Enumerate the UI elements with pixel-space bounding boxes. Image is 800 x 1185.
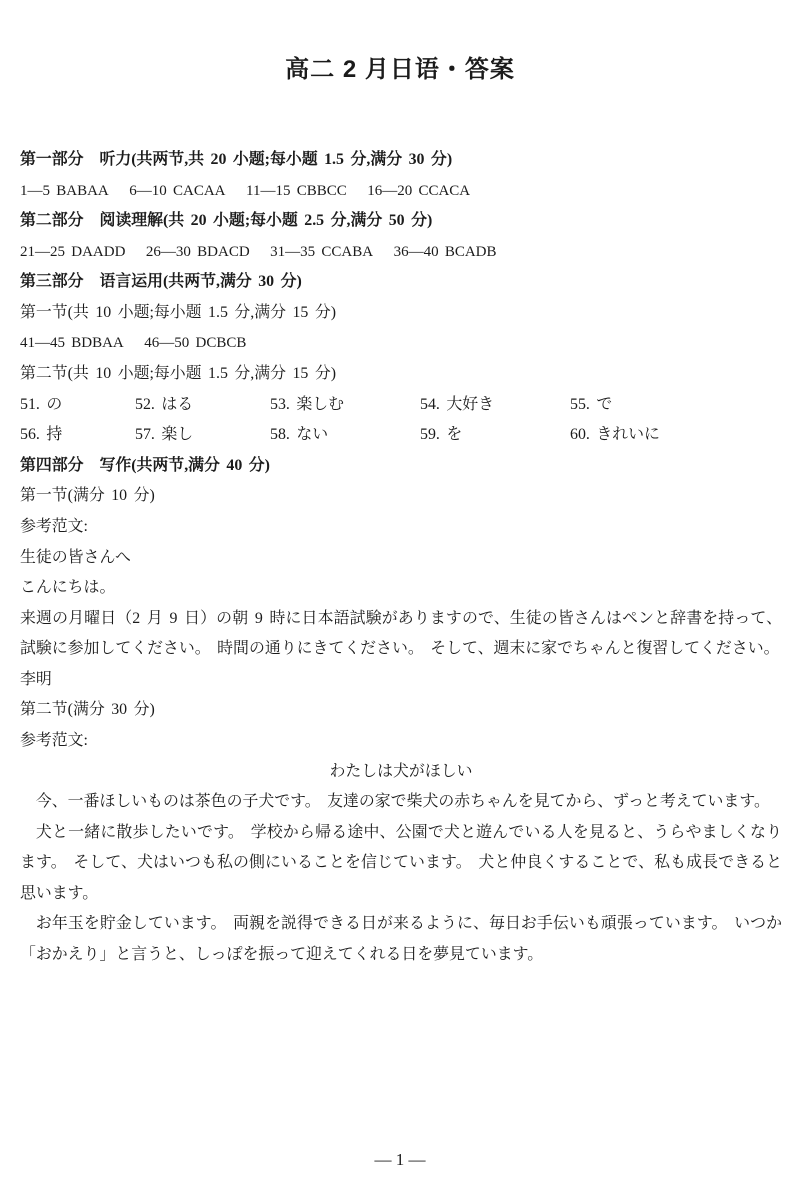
essay-paragraph: 今、一番ほしいものは茶色の子犬です。 友達の家で柴犬の赤ちゃんを見てから、ずっと考えています。 [35,793,770,811]
part2-heading: 第二部分 阅读理解(共 20 小题;每小题 2.5 分,满分 50 分) [20,212,433,230]
answer-group: 21—25 DAADD [20,243,126,260]
letter-body: 来週の月曜日（2 月 9 日）の朝 9 時に日本語試験がありますので、生徒の皆さんはペンと辞書を持って、試験に参加してください。 時間の通りにきてください。 そして、週末に家でちゃんと復習してください。 [20,609,782,658]
fill-in-answer: 53. 楽しむ [270,395,345,413]
sample-essay-label: 参考范文: [20,517,88,535]
answer-group: 26—30 BDACD [145,243,250,260]
answer-group: 1—5 BABAA [20,182,109,199]
essay-paragraph: 犬と一緒に散歩したいです。 学校から帰る途中、公園で犬と遊んでいる人を見ると、うらやましくなります。 そして、犬はいつも私の側にいることを信じています。 犬と仲良くすることで、私も成長できると思います。 [20,823,782,902]
letter-addressee: 生徒の皆さんへ [20,548,131,566]
letter-greeting: こんにちは。 [20,579,116,597]
fill-in-answer: 60. きれいに [570,426,660,444]
letter-signature: 李明 [20,670,52,688]
part3-section2-heading: 第二节(共 10 小题;每小题 1.5 分,满分 15 分) [20,365,337,383]
fill-in-answer: 52. はる [135,395,194,413]
fill-in-answer: 51. の [20,395,63,413]
page-number: — 1 — [374,1150,426,1169]
fill-in-answer: 58. ない [270,426,329,444]
fill-in-answers-row [20,420,782,451]
sample-essay-label: 参考范文: [20,731,88,749]
answer-group: 11—15 CBBCC [246,182,347,199]
answer-group: 16—20 CCACA [367,182,471,199]
fill-in-answer: 56. 持 [20,426,63,444]
answer-group: 46—50 DCBCB [144,335,247,352]
essay-title: わたしは犬がほしい [329,762,473,780]
answer-group: 31—35 CCABA [270,243,374,260]
fill-in-answer: 59. を [420,426,463,444]
part4-section2-heading: 第二节(满分 30 分) [20,701,155,719]
part3-section1-answers [20,328,782,359]
part4-heading: 第四部分 写作(共两节,满分 40 分) [20,456,270,474]
answer-group: 36—40 BCADB [393,243,497,260]
essay-paragraph: お年玉を貯金しています。 両親を説得できる日が来るように、毎日お手伝いも頑張っています。 いつか「おかえり」と言うと、しっぽを振って迎えてくれる日を夢見ています。 [20,915,782,964]
part1-heading: 第一部分 听力(共两节,共 20 小题;每小题 1.5 分,满分 30 分) [20,151,453,168]
fill-in-answer: 55. で [570,395,613,413]
fill-in-answers-row [20,390,782,421]
answer-group: 41—45 BDBAA [20,335,124,352]
part3-heading: 第三部分 语言运用(共两节,满分 30 分) [20,273,302,291]
answer-group: 6—10 CACAA [129,182,226,199]
part3-section1-heading: 第一节(共 10 小题;每小题 1.5 分,满分 15 分) [20,303,337,321]
fill-in-answer: 57. 楽し [135,426,194,444]
part4-section1-heading: 第一节(满分 10 分) [20,487,155,505]
page-title: 高二 2 月日语・答案 [285,56,515,83]
part1-answers [20,176,782,207]
fill-in-answer: 54. 大好き [420,395,495,413]
part2-answers [20,237,782,268]
document-body [20,145,782,971]
